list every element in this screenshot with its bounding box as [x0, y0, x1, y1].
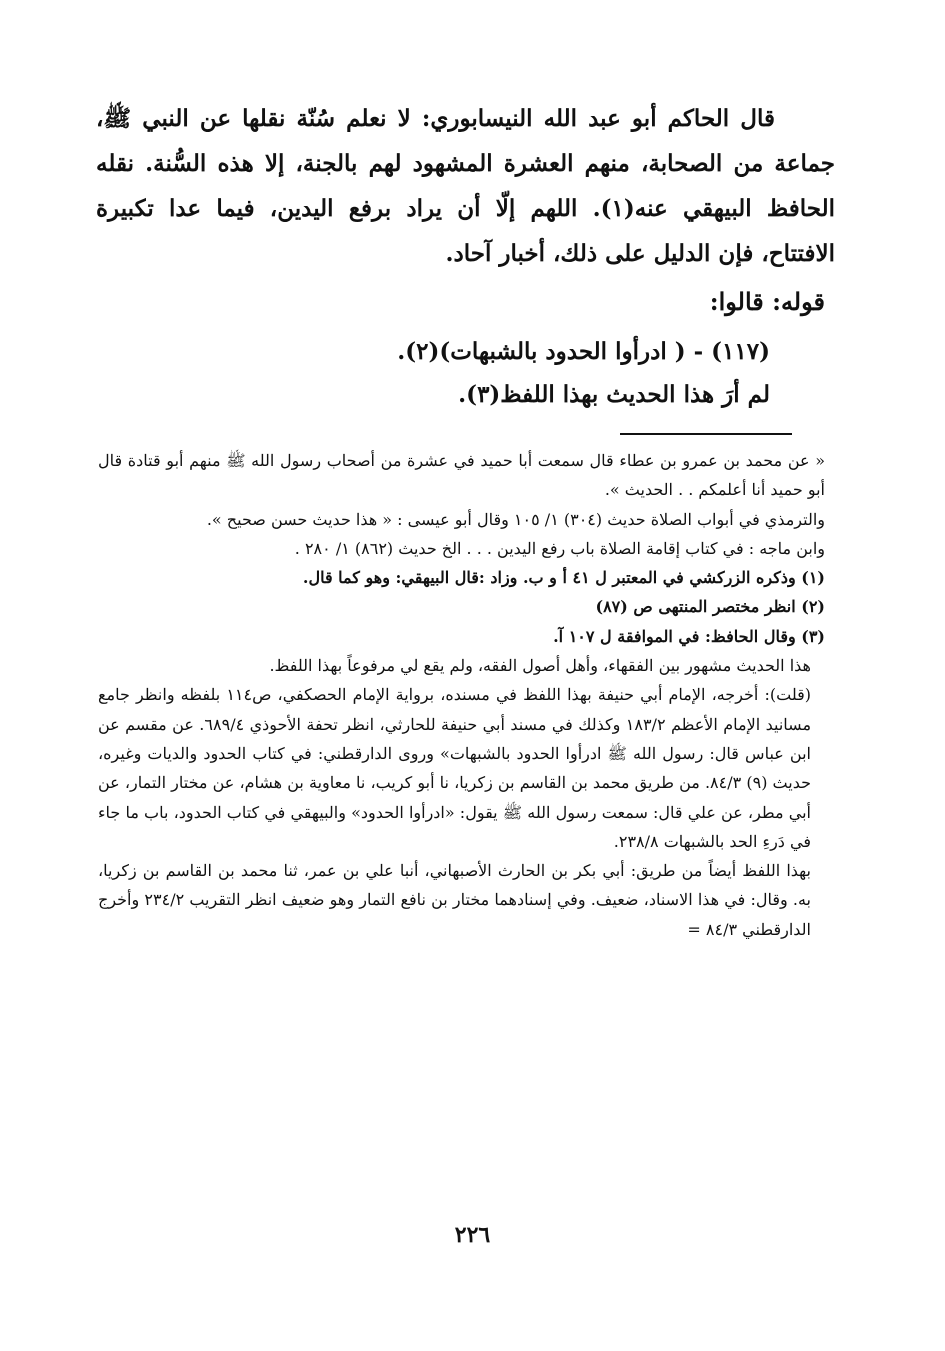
- footnote-2: (٢) انظر مختصر المنتهى ص (٨٧): [595, 597, 825, 617]
- main-paragraph: قال الحاكم أبو عبد الله النيسابوري: لا نعلم سُنّة نقلها عن النبي ﷺ، جماعة من الصحابة، منهم العشرة المشهود لهم بالجنة، إلا هذه السُّنة. نقله الحافظ البيهقي عنه(١). اللهم إلّا أن يراد برفع اليدين، فيما عدا تكبيرة الافتتاح، فإن الدليل على ذلك، أخبار آحاد.: [96, 105, 835, 267]
- hadith-text: (١١٧) - ( ادرأوا الحدود بالشبهات)(٢).: [397, 338, 770, 365]
- footnote-3-text: (قلت): أخرجه، الإمام أبي حنيفة بهذا اللفظ في مسنده، برواية الإمام الحصكفي، ص١١٤ بلفظه وانظر جامع مسانيد الإمام الأعظم ١٨٣/٢ وكذلك في مسند أبي حنيفة للحارثي، انظر تحفة الأحوذي ٦٨٩/٤. عن مقسم عن ابن عباس قال: رسول الله ﷺ ادرأوا الحدود بالشبهات» وروى الدارقطني: في كتاب الحدود والديات وغيره، حديث (٩) ٨٤/٣. من طريق محمد بن القاسم بن زكريا، نا أبو كريب، نا معاوية بن هشام، عن مختار التمار، عن أبي مطر، عن علي قال: سمعت رسول الله ﷺ يقول: «ادرأوا الحدود» والبيهقي في كتاب الحدود، باب ما جاء في دَرءِ الحد بالشبهات ٢٣٨/٨.: [98, 685, 812, 851]
- footnote-3: (٣) وقال الحافظ: في الموافقة ل ١٠٧ آ.: [553, 626, 825, 646]
- footnote-3-text: هذا الحديث مشهور بين الفقهاء، وأهل أصول الفقه، ولم يقع لي مرفوعاً بهذا اللفظ.: [269, 656, 811, 676]
- footnote-continuation: وابن ماجه : في كتاب إقامة الصلاة باب رفع اليدين . . . الخ حديث (٨٦٢) ١/ ٢٨٠ .: [294, 538, 825, 558]
- hadith-comment: لم أرَ هذا الحديث بهذا اللفظ(٣).: [458, 381, 770, 408]
- page-number: ٢٢٦: [454, 1222, 491, 1248]
- footnote-3-text: بهذا اللفظ أيضاً من طريق: أبي بكر بن الحارث الأصبهاني، أنبا علي بن عمر، ثنا محمد بن القاسم بن زكريا، به. وقال: في هذا الاسناد، ضعيف. وفي إسنادهما مختار بن نافع التمار وهو ضعيف انظر التقريب ٢٣٤/٢ وأخرج الدارقطني ٨٤/٣ =: [98, 861, 812, 939]
- footnote-continuation: « عن محمد بن عمرو بن عطاء قال سمعت أبا حميد في عشرة من أصحاب رسول الله ﷺ منهم أبو قتادة قال أبو حميد أنا أعلمكم . . الحديث ».: [98, 451, 825, 500]
- main-text: [96, 96, 835, 276]
- section-heading: قوله: قالوا:: [709, 287, 825, 316]
- footnotes: [98, 446, 825, 944]
- footnote-continuation: والترمذي في أبواب الصلاة حديث (٣٠٤) ١/ ١٠٥ وقال أبو عيسى : « هذا حديث حسن صحيح ».: [206, 509, 825, 529]
- footnote-1: (١) وذكره الزركشي في المعتبر ل ٤١ أ و ب. وزاد :قال البيهقي: وهو كما قال.: [302, 568, 825, 588]
- hadith-block: [397, 330, 770, 416]
- footnote-divider: [620, 433, 792, 435]
